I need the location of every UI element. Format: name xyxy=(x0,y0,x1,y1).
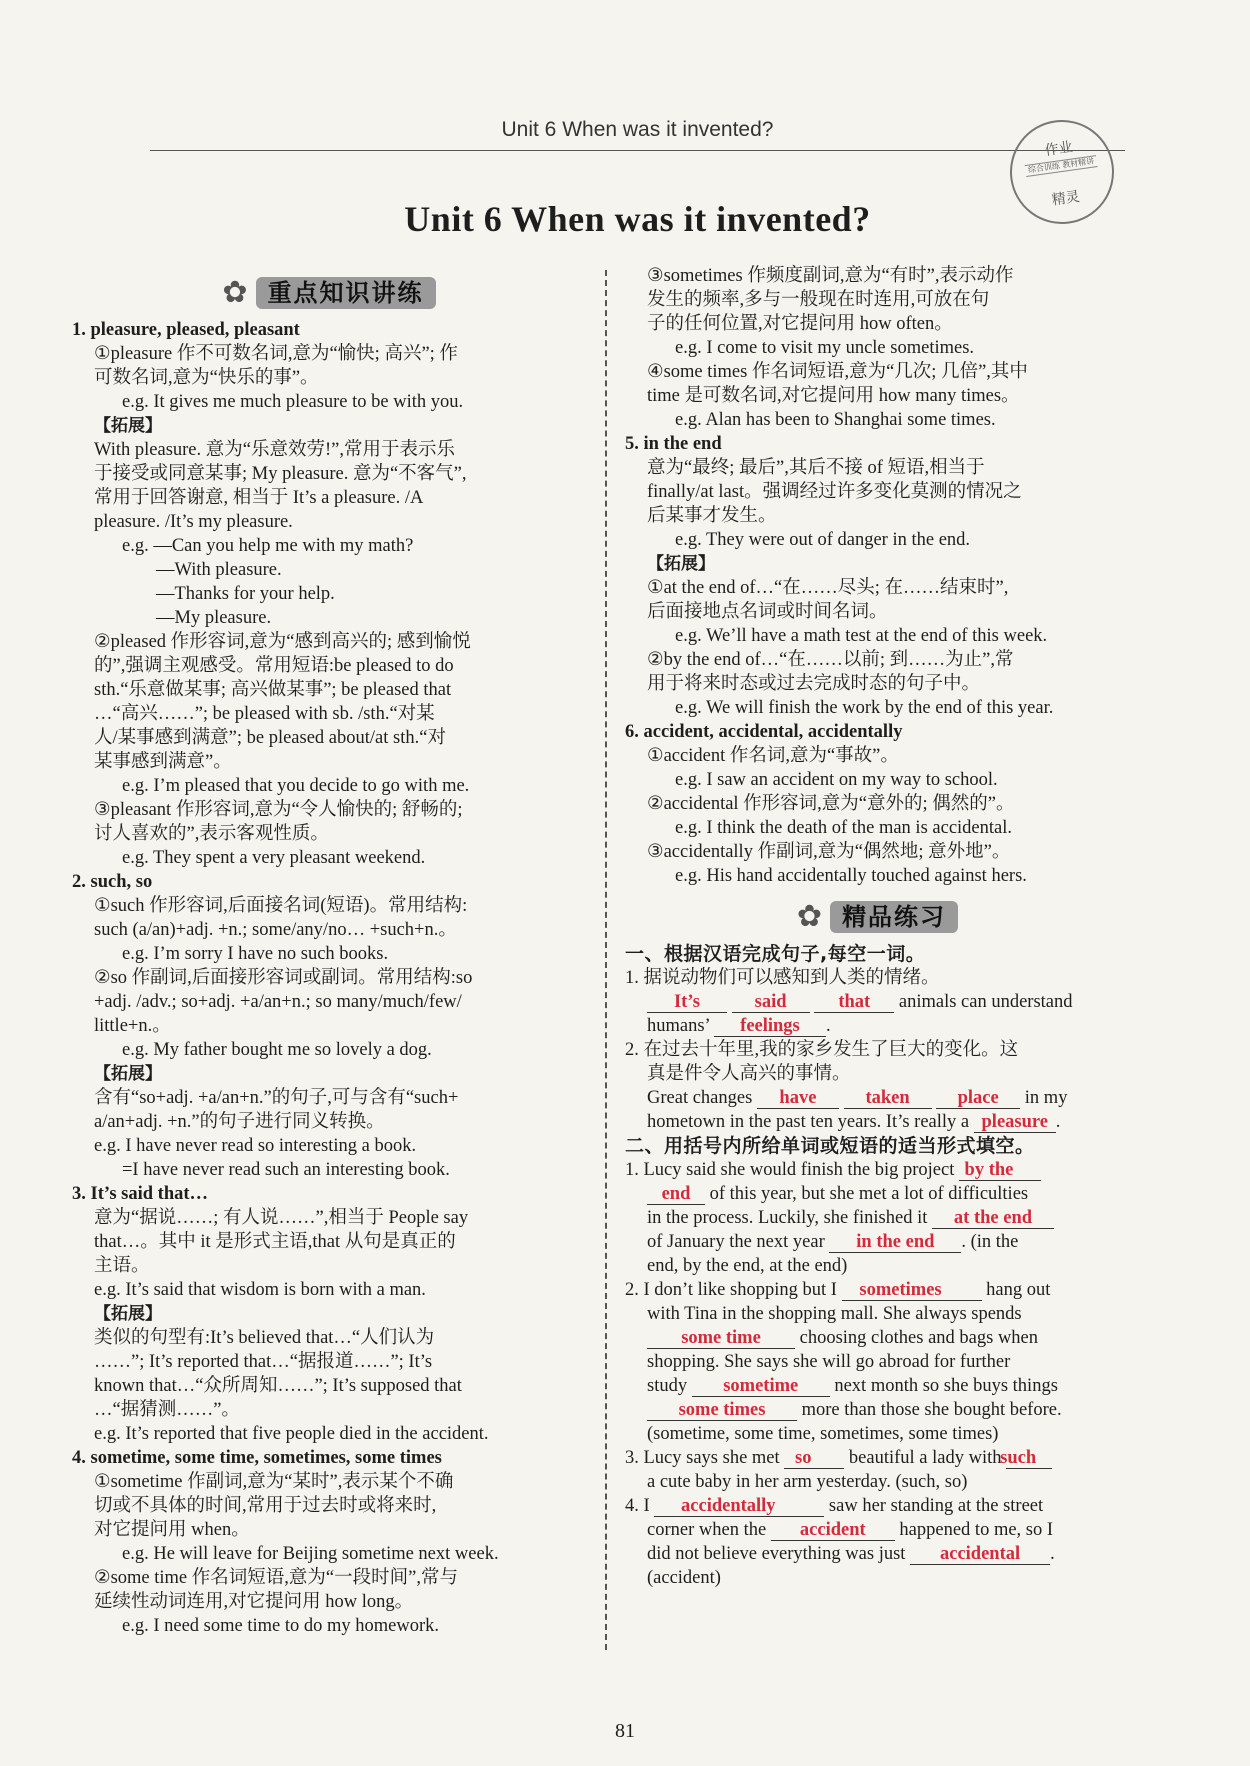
text-line: 某事感到满意”。 xyxy=(94,752,232,772)
text-line: With pleasure. 意为“乐意效劳!”,常用于表示乐 xyxy=(94,440,455,460)
page-title: Unit 6 When was it invented? xyxy=(404,199,871,239)
p2-question-1 xyxy=(625,1158,1130,1182)
sentence-text: in the process. Luckily, she finished it xyxy=(647,1208,928,1228)
text-line: ②pleased 作形容词,意为“感到高兴的; 感到愉悦 xyxy=(94,632,471,652)
sentence-text: beautiful a lady with xyxy=(848,1448,1002,1468)
text-line: 含有“so+adj. +a/an+n.”的句子,可与含有“such+ xyxy=(94,1088,459,1108)
stamp-middle-text: 综合训练 教材精讲 xyxy=(1025,155,1098,177)
text-line: e.g. It’s said that wisdom is born with a man. xyxy=(94,1280,426,1300)
text-line: —With pleasure. xyxy=(156,560,282,580)
text-line: —My pleasure. xyxy=(156,608,272,628)
flower-icon: ✿ xyxy=(222,276,248,309)
p2-question-1 xyxy=(625,1230,1130,1254)
sentence-text: animals can understand xyxy=(898,992,1073,1012)
text-line: e.g. Alan has been to Shanghai some times. xyxy=(675,410,996,430)
p2-question-2 xyxy=(625,1278,1130,1302)
text-line: —Thanks for your help. xyxy=(156,584,335,604)
answer-blank: It’s xyxy=(647,992,727,1013)
text-line: finally/at last。强调经过许多变化莫测的情况之 xyxy=(647,482,1022,502)
text-line: e.g. We will finish the work by the end of this year. xyxy=(675,698,1054,718)
text-line: e.g. His hand accidentally touched against hers. xyxy=(675,866,1027,886)
text-line: …“高兴……”; be pleased with sb. /sth.“对某 xyxy=(94,704,435,724)
p2-question-4 xyxy=(625,1542,1130,1566)
text-line: 主语。 xyxy=(94,1256,150,1276)
text-line: 用于将来时态或过去完成时态的句子中。 xyxy=(647,674,981,694)
sentence-text: . xyxy=(1055,1112,1061,1132)
text-line: e.g. —Can you help me with my math? xyxy=(122,536,414,556)
sentence-text: hometown in the past ten years. It’s really a xyxy=(647,1112,970,1132)
answer-blank: have xyxy=(757,1088,839,1109)
text-line: time 是可数名词,对它提问用 how many times。 xyxy=(647,386,1020,406)
sentence-text: choosing clothes and bags when xyxy=(799,1328,1039,1348)
answer-blank: that xyxy=(814,992,894,1013)
answer-blank: feelings xyxy=(714,1016,826,1037)
text-line: 于接受或同意某事; My pleasure. 意为“不客气”, xyxy=(94,464,467,484)
question-1-answer-line xyxy=(625,1014,1130,1038)
answer-blank: accidentally xyxy=(654,1496,824,1517)
text-line: 【拓展】 xyxy=(94,1064,162,1084)
section-header-knowledge xyxy=(72,270,586,316)
text-line: sth.“乐意做某事; 高兴做某事”; be pleased that xyxy=(94,680,452,700)
text-line: 意为“最终; 最后”,其后不接 of 短语,相当于 xyxy=(647,458,985,478)
item-heading: 6. accident, accidental, accidentally xyxy=(625,722,903,742)
sentence-text: of January the next year xyxy=(647,1232,825,1252)
question-2-answer-line xyxy=(625,1086,1130,1110)
sentence-text: . xyxy=(1050,1544,1055,1564)
text-line: ②accidental 作形容词,意为“意外的; 偶然的”。 xyxy=(647,794,1015,814)
p2-question-2: (sometime, some time, sometimes, some times) xyxy=(647,1424,999,1444)
answer-blank: sometimes xyxy=(842,1280,982,1301)
text-line: e.g. They spent a very pleasant weekend. xyxy=(122,848,426,868)
answer-blank: said xyxy=(732,992,810,1013)
sentence-text: of this year, but she met a lot of difficulties xyxy=(709,1184,1029,1204)
p2-question-2 xyxy=(625,1326,1130,1350)
text-line: …“据猜测……”。 xyxy=(94,1400,240,1420)
section-header-practice xyxy=(625,894,1130,940)
text-line: e.g. He will leave for Beijing sometime next week. xyxy=(122,1544,499,1564)
answer-blank: accident xyxy=(771,1520,895,1541)
stamp-top-text: 作业 xyxy=(1043,139,1074,160)
knowledge-text xyxy=(72,318,586,1638)
text-line: 意为“据说……; 有人说……”,相当于 People say xyxy=(94,1208,469,1228)
text-line: 对它提问用 when。 xyxy=(94,1520,250,1540)
question-1-answer-line xyxy=(625,990,1130,1014)
text-line: 延续性动词连用,对它提问用 how long。 xyxy=(94,1592,414,1612)
sentence-text: saw her standing at the street xyxy=(828,1496,1044,1516)
p2-question-2 xyxy=(625,1398,1130,1422)
sentence-text: . xyxy=(825,1016,831,1036)
knowledge-text-continued xyxy=(625,264,1130,888)
text-line: pleasure. /It’s my pleasure. xyxy=(94,512,293,532)
answer-blank: so xyxy=(784,1448,844,1469)
sentence-text: . (in the xyxy=(961,1232,1019,1252)
text-line: ①accident 作名词,意为“事故”。 xyxy=(647,746,899,766)
text-line: known that…“众所周知……”; It’s supposed that xyxy=(94,1376,462,1396)
text-line: +adj. /adv.; so+adj. +a/an+n.; so many/much/few/ xyxy=(94,992,462,1012)
text-line: 人/某事感到满意”; be pleased about/at sth.“对 xyxy=(94,728,446,748)
answer-blank: by the xyxy=(959,1160,1041,1181)
p2-question-3: a cute baby in her arm yesterday. (such, so) xyxy=(647,1472,968,1492)
text-line: ②so 作副词,后面接形容词或副词。常用结构:so xyxy=(94,968,473,988)
question-2-chinese: 2. 在过去十年里,我的家乡发生了巨大的变化。这 xyxy=(625,1040,1019,1060)
right-column xyxy=(625,264,1130,1590)
text-line: 类似的句型有:It’s believed that…“人们认为 xyxy=(94,1328,435,1348)
text-line: ③sometimes 作频度副词,意为“有时”,表示动作 xyxy=(647,266,1014,286)
left-column xyxy=(72,270,586,1638)
p2-question-2: shopping. She says she will go abroad for further xyxy=(647,1352,1011,1372)
stamp-bottom-text: 精灵 xyxy=(1050,188,1081,209)
sentence-text: 3. Lucy says she met xyxy=(625,1448,780,1468)
text-line: ②by the end of…“在……以前; 到……为止”,常 xyxy=(647,650,1014,670)
text-line: e.g. It gives me much pleasure to be with you. xyxy=(122,392,464,412)
p2-question-1 xyxy=(625,1206,1130,1230)
text-line: ①at the end of…“在……尽头; 在……结束时”, xyxy=(647,578,1009,598)
text-line: 【拓展】 xyxy=(94,1304,162,1324)
p2-question-1 xyxy=(625,1182,1130,1206)
sentence-text: next month so she buys things xyxy=(834,1376,1058,1396)
answer-blank: accidental xyxy=(910,1544,1050,1565)
p2-question-1: end, by the end, at the end) xyxy=(647,1256,848,1276)
question-2-answer-line xyxy=(625,1110,1130,1134)
sentence-text: corner when the xyxy=(647,1520,767,1540)
column-divider xyxy=(605,270,607,1650)
answer-blank: at the end xyxy=(932,1208,1054,1229)
answer-blank: end xyxy=(647,1184,705,1205)
text-line: e.g. My father bought me so lovely a dog. xyxy=(122,1040,432,1060)
sentence-text: 1. Lucy said she would finish the big project xyxy=(625,1160,955,1180)
text-line: 可数名词,意为“快乐的事”。 xyxy=(94,368,319,388)
item-heading: 3. It’s said that… xyxy=(72,1184,209,1204)
flower-icon: ✿ xyxy=(796,900,823,933)
text-line: that…。其中 it 是形式主语,that 从句是真正的 xyxy=(94,1232,456,1252)
section-label: 精品练习 xyxy=(830,901,958,933)
sentence-text: study xyxy=(647,1376,688,1396)
text-line: e.g. I need some time to do my homework. xyxy=(122,1616,440,1636)
p2-question-2 xyxy=(625,1374,1130,1398)
text-line: a/an+adj. +n.”的句子进行同义转换。 xyxy=(94,1112,385,1132)
text-line: 常用于回答谢意, 相当于 It’s a pleasure. /A xyxy=(94,488,424,508)
question-2-chinese: 真是件令人高兴的事情。 xyxy=(647,1064,851,1084)
text-line: e.g. I think the death of the man is accidental. xyxy=(675,818,1012,838)
p2-question-3 xyxy=(625,1446,1130,1470)
running-header: Unit 6 When was it invented? xyxy=(501,118,774,141)
text-line: 后面接地点名词或时间名词。 xyxy=(647,602,888,622)
sentence-text: 2. I don’t like shopping but I xyxy=(625,1280,837,1300)
text-line: ④some times 作名词短语,意为“几次; 几倍”,其中 xyxy=(647,362,1028,382)
answer-blank: place xyxy=(936,1088,1020,1109)
text-line: e.g. It’s reported that five people died in the accident. xyxy=(94,1424,489,1444)
text-line: =I have never read such an interesting book. xyxy=(122,1160,450,1180)
item-heading: 2. such, so xyxy=(72,872,153,892)
item-heading: 1. pleasure, pleased, pleasant xyxy=(72,320,300,340)
text-line: 的”,强调主观感受。常用短语:be pleased to do xyxy=(94,656,454,676)
text-line: e.g. I come to visit my uncle sometimes. xyxy=(675,338,975,358)
text-line: 子的任何位置,对它提问用 how often。 xyxy=(647,314,953,334)
question-1-chinese: 1. 据说动物们可以感知到人类的情绪。 xyxy=(625,968,940,988)
text-line: little+n.。 xyxy=(94,1016,171,1036)
text-line: ③accidentally 作副词,意为“偶然地; 意外地”。 xyxy=(647,842,1011,862)
sentence-text: happened to me, so I xyxy=(899,1520,1054,1540)
text-line: 讨人喜欢的”,表示客观性质。 xyxy=(94,824,329,844)
text-line: ②some time 作名词短语,意为“一段时间”,常与 xyxy=(94,1568,458,1588)
sentence-text: more than those she bought before. xyxy=(801,1400,1062,1420)
text-line: 【拓展】 xyxy=(647,554,715,574)
answer-blank: some times xyxy=(647,1400,797,1421)
sentence-text: Great changes xyxy=(647,1088,753,1108)
header-rule xyxy=(150,150,1125,151)
text-line: ③pleasant 作形容词,意为“令人愉快的; 舒畅的; xyxy=(94,800,463,820)
p2-question-4 xyxy=(625,1518,1130,1542)
p2-question-4: (accident) xyxy=(647,1568,721,1588)
answer-blank: in the end xyxy=(829,1232,961,1253)
exercise-part2-title: 二、用括号内所给单词或短语的适当形式填空。 xyxy=(625,1135,1035,1157)
sentence-text: in my xyxy=(1024,1088,1068,1108)
answer-blank: some time xyxy=(647,1328,795,1349)
p2-question-4 xyxy=(625,1494,1130,1518)
text-line: e.g. I saw an accident on my way to school. xyxy=(675,770,998,790)
sentence-text: did not believe everything was just xyxy=(647,1544,906,1564)
text-line: such (a/an)+adj. +n.; some/any/no… +such+n.。 xyxy=(94,920,457,940)
p2-question-2: with Tina in the shopping mall. She always spends xyxy=(647,1304,1022,1324)
text-line: ……”; It’s reported that…“据报道……”; It’s xyxy=(94,1352,433,1372)
text-line: e.g. I have never read so interesting a book. xyxy=(94,1136,417,1156)
exercise-part1-title: 一、根据汉语完成句子,每空一词。 xyxy=(625,943,926,965)
text-line: 【拓展】 xyxy=(94,416,162,436)
text-line: e.g. We’ll have a math test at the end of this week. xyxy=(675,626,1048,646)
text-line: ①such 作形容词,后面接名词(短语)。常用结构: xyxy=(94,896,468,916)
text-line: 后某事才发生。 xyxy=(647,506,777,526)
item-heading: 5. in the end xyxy=(625,434,722,454)
page-number: 81 xyxy=(615,1720,635,1742)
sentence-text: hang out xyxy=(986,1280,1051,1300)
text-line: ①pleasure 作不可数名词,意为“愉快; 高兴”; 作 xyxy=(94,344,458,364)
sentence-text: 4. I xyxy=(625,1496,650,1516)
answer-blank: taken xyxy=(844,1088,932,1109)
text-line: 切或不具体的时间,常用于过去时或将来时, xyxy=(94,1496,437,1516)
text-line: ①sometime 作副词,意为“某时”,表示某个不确 xyxy=(94,1472,454,1492)
item-heading: 4. sometime, some time, sometimes, some times xyxy=(72,1448,442,1468)
text-line: 发生的频率,多与一般现在时连用,可放在句 xyxy=(647,290,990,310)
text-line: e.g. I’m pleased that you decide to go with me. xyxy=(122,776,470,796)
sentence-text: humans’ xyxy=(647,1016,710,1036)
text-line: e.g. They were out of danger in the end. xyxy=(675,530,971,550)
text-line: e.g. I’m sorry I have no such books. xyxy=(122,944,389,964)
section-label: 重点知识讲练 xyxy=(256,277,436,309)
answer-blank: such xyxy=(1006,1448,1052,1469)
answer-blank: pleasure xyxy=(974,1112,1056,1133)
answer-blank: sometime xyxy=(692,1376,830,1397)
